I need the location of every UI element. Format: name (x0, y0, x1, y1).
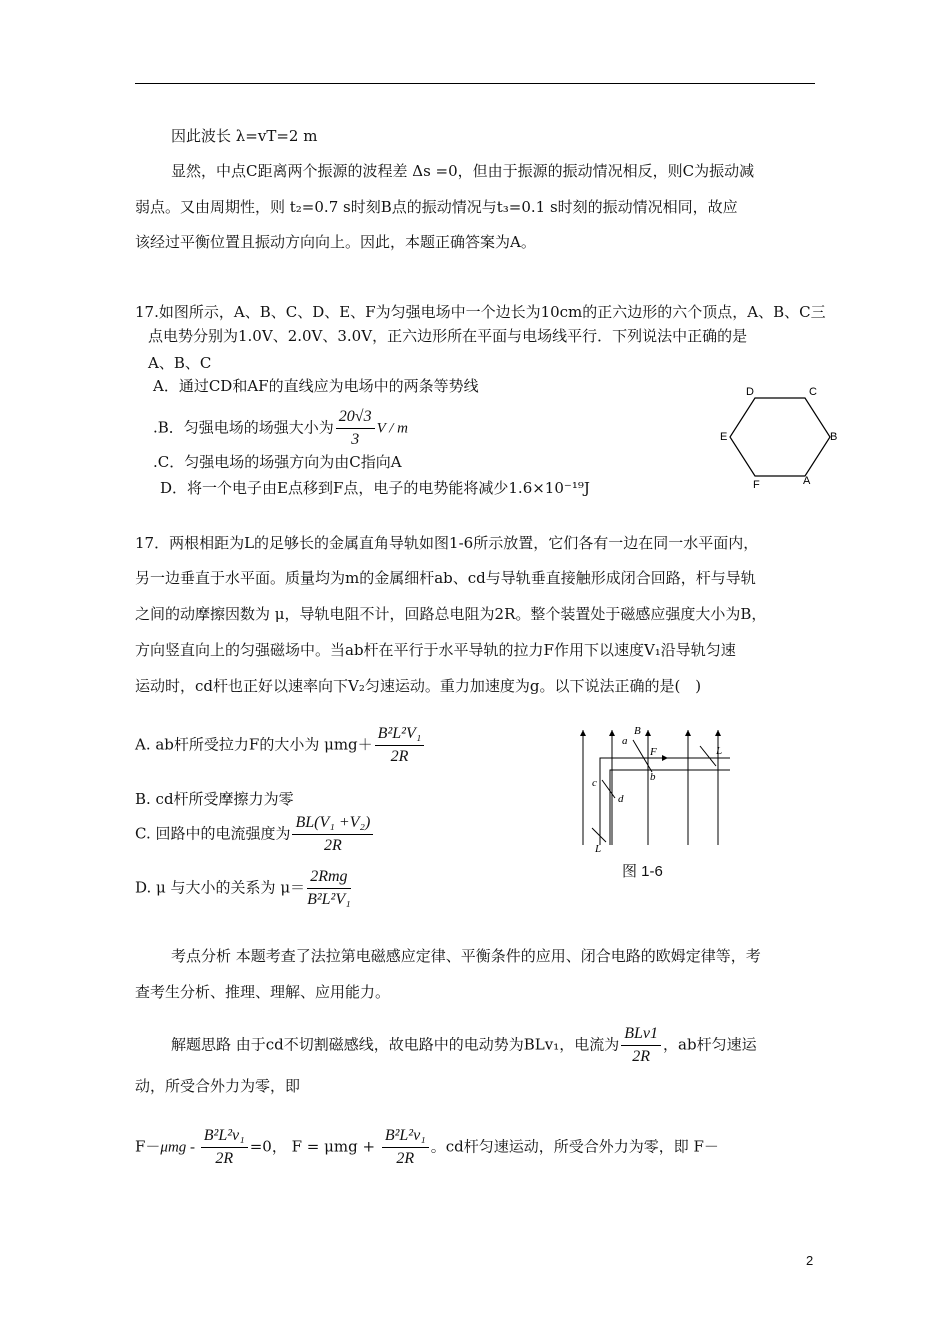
rod-cd (602, 780, 615, 798)
hex-label-c: C (809, 386, 817, 398)
analysis-jieti-2: 动，所受合外力为零，即 (135, 1077, 301, 1095)
q17a-answer: A、B、C (148, 354, 212, 372)
header-rule (135, 83, 815, 84)
q17b-line-1: 17．两根相距为L的足够长的金属直角导轨如图1-6所示放置，它们各有一边在同一水平面内， (135, 534, 759, 552)
hex-label-d: D (746, 386, 754, 398)
q17b-option-a: A. ab杆所受拉力F的大小为 μmg＋ $\frac{\text{B²L²V₁}}{2R}$ (135, 725, 426, 766)
q17b-option-b: B. cd杆所受摩擦力为零 (135, 790, 294, 808)
fig-label-b: b (650, 771, 656, 783)
solution-line-3: 弱点。又由周期性，则 t₂=0.7 s时刻B点的振动情况与t₃=0.1 s时刻的振动情况相同，故应 (135, 198, 738, 216)
solution-line-2: 显然，中点C距离两个振源的波程差 Δs =0，但由于振源的振动情况相反，则C为振动减 (171, 162, 755, 180)
q17a-option-a: A．通过CD和AF的直线应为电场中的两条等势线 (153, 377, 479, 395)
q17b-option-d: D. μ 与大小的关系为 μ＝ $\frac{\text{2Rmg}}{\text{B²L²V₁}}$ (135, 868, 351, 908)
fig-label-L-top: L (716, 745, 723, 757)
q17b-line-3: 之间的动摩擦因数为 μ，导轨电阻不计，回路总电阻为2R。整个装置处于磁感应强度大小为B， (135, 605, 767, 623)
q17a-option-d: D．将一个电子由E点移到F点，电子的电势能将减少1.6×10⁻¹⁹J (160, 479, 590, 497)
dim-l-bottom (592, 828, 606, 842)
fig-label-L-bottom: L (595, 843, 602, 855)
q17b-line-2: 另一边垂直于水平面。质量均为m的金属细杆ab、cd与导轨垂直接触形成闭合回路，杆与导轨 (135, 569, 756, 587)
q17a-option-b: .B．匀强电场的场强大小为 $\frac{20√3}{3}$ V / m (153, 408, 408, 448)
q17a-stem-line-2: 点电势分别为1.0V、2.0V、3.0V，正六边形所在平面与电场线平行．下列说法中正确的是 (148, 327, 748, 345)
analysis-kaodian-2: 查考生分析、推理、理解、应用能力。 (135, 983, 391, 1001)
q17a-stem-line-1: 17.如图所示，A、B、C、D、E、F为匀强电场中一个边长为10cm的正六边形的六个顶点，A、B、C三 (135, 303, 826, 321)
page-number: 2 (806, 1253, 814, 1268)
analysis-jieti: 解题思路 由于cd不切割磁感线，故电路中的电动势为BLv₁，电流为 $\frac{\text{BLv1}}{2R}$ ，ab杆匀速运 (171, 1025, 757, 1065)
q17b-line-5: 运动时，cd杆也正好以速率向下V₂匀速运动。重力加速度为g。以下说法正确的是( ) (135, 677, 702, 695)
fig-label-a: a (622, 735, 628, 747)
rail-inner (610, 770, 730, 845)
q17a-option-c: .C．匀强电场的场强方向为由C指向A (153, 453, 402, 471)
q17b-line-4: 方向竖直向上的匀强磁场中。当ab杆在平行于水平导轨的拉力F作用下以速度V₁沿导轨匀速 (135, 641, 736, 659)
solution-line-4: 该经过平衡位置且振动方向向上。因此，本题正确答案为A。 (135, 233, 536, 251)
fig-label-c: c (592, 777, 597, 789)
rails-figure (570, 720, 740, 855)
analysis-equations: F－μmg - $\frac{\text{B²L²v₁}}{2R}$ =0， F = μmg + $\frac{\text{B²L²v₁}}{2R}$ 。cd杆匀速运动，所受合外力为零，即 F－ (135, 1127, 719, 1167)
hexagon-figure (710, 380, 850, 490)
fig-label-d: d (618, 793, 624, 805)
figure-caption: 图 1-6 (622, 863, 663, 880)
solution-line-1: 因此波长 λ=vT=2 m (171, 127, 318, 145)
q17b-option-c: C. 回路中的电流强度为 $\frac{\text{BL(V₁ +V₂)}}{2R}$ (135, 814, 375, 855)
fig-label-B: B (634, 725, 641, 737)
hex-label-a: A (803, 475, 811, 487)
analysis-kaodian: 考点分析 本题考查了法拉第电磁感应定律、平衡条件的应用、闭合电路的欧姆定律等，考 (171, 947, 761, 965)
hex-label-e: E (720, 431, 728, 443)
hexagon-shape (730, 398, 830, 476)
fig-label-F: F (650, 746, 657, 758)
dim-l-top (700, 746, 716, 766)
hex-label-f: F (753, 479, 760, 490)
hex-label-b: B (830, 431, 838, 443)
